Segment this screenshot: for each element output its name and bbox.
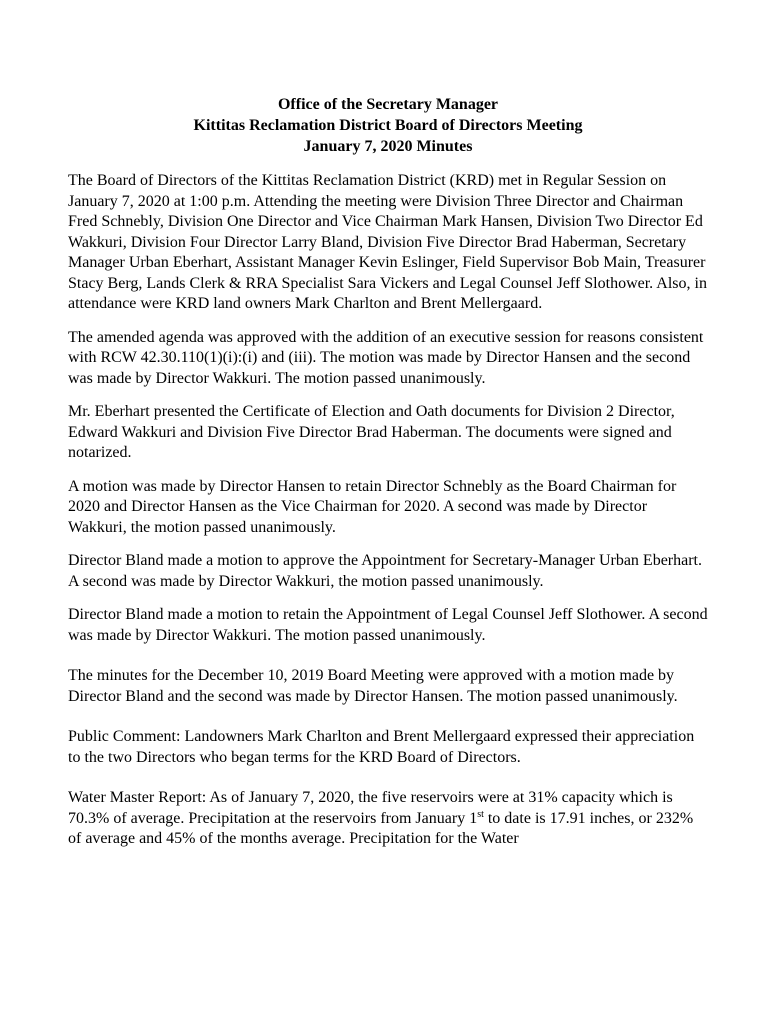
paragraph-public-comment: Public Comment: Landowners Mark Charlton and Brent Mellergaard expressed their appreciation to the two Directors who began terms for the KRD Board of Directors. bbox=[68, 728, 695, 766]
water-report-text-end: to date is 17.91 inches, or 232% of average and 45% of the months average. Precipitation for the Water bbox=[68, 809, 694, 847]
paragraph-water-master-report bbox=[68, 788, 708, 850]
paragraph-certificates: Mr. Eberhart presented the Certificate of Election and Oath documents for Division 2 Director, Edward Wakkuri and Division Five Director Brad Haberman. The documents were signed and notarized. bbox=[68, 403, 675, 461]
water-report-text-start: Water Master Report: As of January 7, 2020, the five reservoirs were at 31% capacity which is 70.3% of average. Precipitation at the reservoirs from January 1 bbox=[68, 789, 673, 827]
document-page bbox=[68, 94, 708, 863]
paragraph-legal-counsel: Director Bland made a motion to retain the Appointment of Legal Counsel Jeff Slothower. A second was made by Director Wakkuri. The motion passed unanimously. bbox=[68, 606, 708, 644]
paragraph-secretary-appointment: Director Bland made a motion to approve the Appointment for Secretary-Manager Urban Eberhart. A second was made by Director Wakkuri, the motion passed unanimously. bbox=[68, 552, 702, 590]
paragraph-agenda: The amended agenda was approved with the addition of an executive session for reasons consistent with RCW 42.30.110(1)(i):(i) and (iii). The motion was made by Director Hansen and the second was made by Director Wakkuri. The motion passed unanimously. bbox=[68, 328, 704, 387]
paragraph-attendance: The Board of Directors of the Kittitas Reclamation District (KRD) met in Regular Session on January 7, 2020 at 1:00 p.m. Attending the meeting were Division Three Director and Chairman Fred Schnebly, Division One Director and Vice Chairman Mark Hansen, Division Two Director Ed Wakkuri, Division Four Director Larry Bland, Division Five Director Brad Haberman, Secretary Manager Urban Eberhart, Assistant Manager Kevin Eslinger, Field Supervisor Bob Main, Treasurer Stacy Berg, Lands Clerk & RRA Specialist Sara Vickers and Legal Counsel Jeff Slothower. Also, in attendance were KRD land owners Mark Charlton and Brent Mellergaard. bbox=[68, 172, 707, 312]
paragraph-chairman-motion: A motion was made by Director Hansen to retain Director Schnebly as the Board Chairman for 2020 and Director Hansen as the Vice Chairman for 2020. A second was made by Director Wakkuri, the motion passed unanimously. bbox=[68, 477, 677, 536]
header-date-title: January 7, 2020 Minutes bbox=[303, 138, 473, 155]
document-header bbox=[68, 94, 708, 157]
paragraph-minutes-approval: The minutes for the December 10, 2019 Board Meeting were approved with a motion made by Director Bland and the second was made by Director Hansen. The motion passed unanimously. bbox=[68, 667, 678, 705]
header-meeting-title: Kittitas Reclamation District Board of Directors Meeting bbox=[193, 117, 583, 134]
header-office-title: Office of the Secretary Manager bbox=[277, 96, 499, 113]
ordinal-superscript: st bbox=[477, 808, 484, 820]
